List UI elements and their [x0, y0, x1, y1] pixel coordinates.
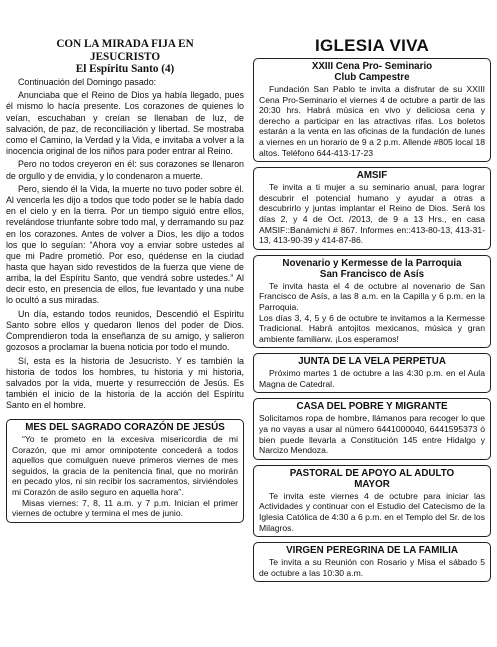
notice-title: CASA DEL POBRE Y MIGRANTE — [296, 401, 448, 413]
box-text — [12, 434, 238, 519]
notice-text: Próximo martes 1 de octubre a las 4:30 p.m. en el Aula Magna de Catedral. — [259, 368, 485, 389]
box-title: MES DEL SAGRADO CORAZÓN DE JESÚS — [25, 422, 225, 433]
notice-title: JUNTA DE LA VELA PERPETUA — [298, 356, 446, 368]
box-paragraph: Misas viernes: 7, 8, 11 a.m. y 7 p.m. Inician el primer viernes de octubre y termina el mes de junio. — [12, 497, 238, 519]
left-column — [6, 0, 244, 528]
section-header: IGLESIA VIVA — [314, 36, 430, 55]
notice-text: Te invita a su Reunión con Rosario y Misa el sábado 5 de octubre a las 10:30 a.m. — [259, 557, 485, 578]
notice-box — [253, 398, 491, 459]
box-paragraph: “Yo te prometo en la excesiva misericordia de mi Corazón, que mi amor omnipotente concederá a todos aquellos que comulguen nueve primeros viernes de mes seguidos, la gracia de la penitencia final, que no morirán en pecado ylos, ni sin recibir los sacramentos, sirviéndoles mi Corazón de asilo seguro en aquella hora”. — [12, 434, 238, 497]
sagrado-corazon-box — [6, 419, 244, 523]
right-column — [253, 0, 491, 587]
notice-text: Te invita este viernes 4 de octubre para iniciar las Actividades y continuar con el Estudio del Catecismo de la Iglesia Católica de 4:30 a 6 p.m. en el Templo del Sr. de los Milagros. — [259, 490, 485, 533]
notice-text: Te invita a ti mujer a su seminario anual, para lograr descubrir el potencial humano y ayudar a otras a descubrirlo y juntas implantar el Reino de Dios. Será los días 2, y 4 de Oct. /2013, de 9 a 13 Hrs., en casa AMSIF::Banámichi # 867. Informes en::413-80-13, 413-31-13, 413-90-39 y 414-87-86. — [259, 182, 485, 246]
notice-box — [253, 465, 491, 537]
notice-title: XXIII Cena Pro- Seminario Club Campestre — [311, 61, 433, 83]
notice-title: PASTORAL DE APOYO AL ADULTO MAYOR — [289, 467, 455, 490]
notice-text: Te invita hasta el 4 de octubre al novenario de San Francisco de Asís, a las 8 a.m. en la Capilla y 6 p.m. en la Parroquia. Los días 3, 4, 5 y 6 de octubre te invitamos a la Kermesse Tradicional. Habrá antojitos mexicanos, música y gran ambiente familiarw. ¡Los esperamos! — [259, 280, 485, 344]
article-body — [6, 77, 244, 411]
article-paragraph: Continuación del Domingo pasado: — [18, 76, 157, 87]
article-paragraph: Sí, esta es la historia de Jesucristo. Y es también la historia de todos los hombres, tu historia y mi historia, salvados por la vida, muerte y resurrección de Jesús. Es también el inicio de la historia de la acción del Espíritu Santo en el hombre. — [6, 355, 244, 410]
notice-title: AMSIF — [356, 170, 388, 182]
title-line-3: El Espíritu Santo (4) — [75, 63, 175, 76]
article-paragraph: Anunciaba que el Reino de Dios ya había llegado, pues él mismo lo hacía presente. Los corazones de quienes lo veían, escuchaban y creían se llenaban de luz, de salvación, de paz, de reconciliación y libertad. Se mostraba como el Camino, la Verdad y la Vida, e invitaba a volver a la inocencia original de los niños para poder entrar al Reino. — [6, 90, 244, 156]
notice-box — [253, 58, 491, 162]
notice-box — [253, 255, 491, 349]
title-line-2: JESUCRISTO — [89, 50, 161, 63]
article-paragraph: Un día, estando todos reunidos, Descendió el Espíritu Santo sobre ellos y quedaron llenos del poder de Dios. Comprendieron toda la enseñanza de su amigo, y salieron gozosos a proclamar la buena noticia por todo el mundo. — [6, 308, 244, 352]
article-paragraph: Pero, siendo él la Vida, la muerte no tuvo poder sobre él. Al vencerla les dijo a todos que todo poder se le había dado en el cielo y en la tierra. Por un tiempo siguió entre ellos, revelándose triunfante sobre todo mal, y derramando su paz en los corazones. Antes de volver a Dios, les dijo a todos los que lo seguían: “Ahora voy a enviar sobre ustedes al que mi Padre prometió. Por eso, quédense en la ciudad hasta que hayan sido revestidos de la fuerza que viene de arriba, la del Espíritu Santo, que vendrá sobre ustedes.” Al decir esto, en presencia de ellos, fue levantado y una nube lo ocultó a sus miradas. — [6, 184, 244, 306]
notice-box — [253, 353, 491, 393]
title-line-1: CON LA MIRADA FIJA EN — [56, 38, 194, 50]
notice-box — [253, 542, 491, 582]
article-paragraph: Pero no todos creyeron en él: sus corazones se llenaron de orgullo y de envidia, y lo condenaron a muerte. — [6, 159, 244, 181]
notice-title: Novenario y Kermesse de la Parroquia San Francisco de Asís — [282, 257, 462, 280]
notice-text: Fundación San Pablo te invita a disfrutar de su XXIII Cena Pro-Seminario el viernes 4 de octubre a partir de las 20:30 hrs. Habrá música en vivo y deliciosa cena y derecho a participar en las atractivas rifas. Los boletos estarán a la venta en las oficinas de la fundación de lunes a viernes en un horario de 9 a 2 p.m. Allende #805 local 18 altos. Teléfono 644-413-17-23 — [259, 84, 485, 158]
notice-title: VIRGEN PEREGRINA DE LA FAMILIA — [286, 545, 458, 557]
notice-text: Solicitamos ropa de hombre, llámanos para recoger lo que ya no vayas a usar al número 6441000040, 6441595373 ó bien puede llevarla a Constitución 145 entre Hidalgo y Narcizo Mendoza. — [259, 413, 485, 456]
notice-box — [253, 167, 491, 250]
article-title — [6, 38, 244, 76]
